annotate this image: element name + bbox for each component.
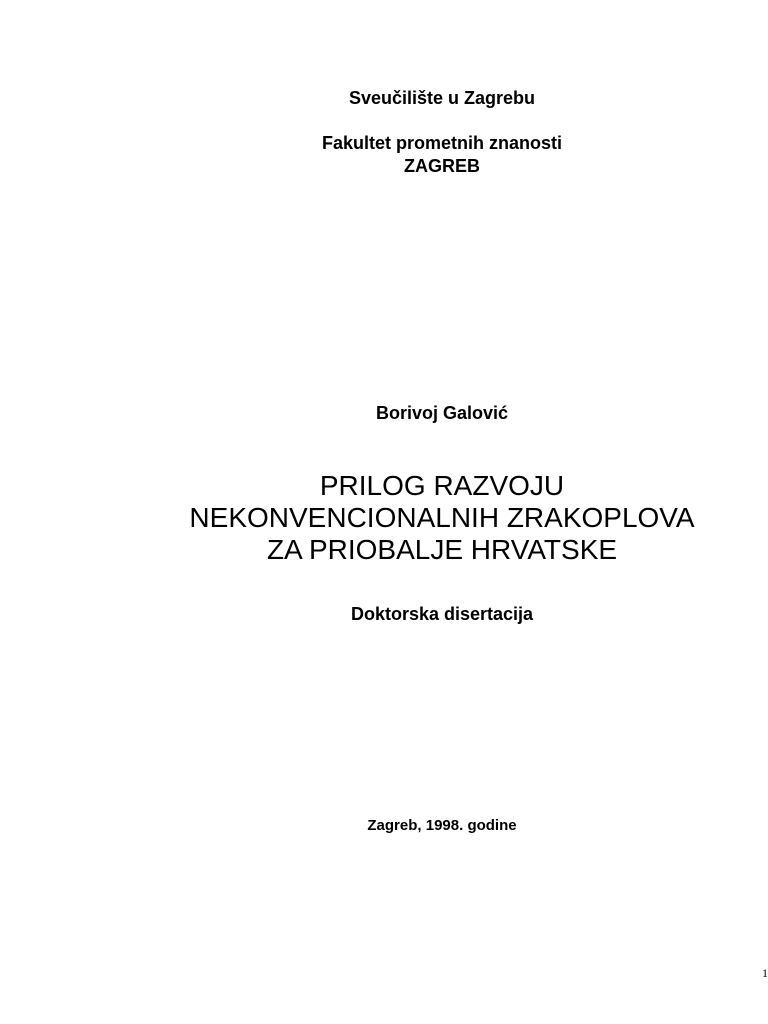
author-name: Borivoj Galović xyxy=(375,403,509,423)
place-and-date: Zagreb, 1998. godine xyxy=(367,817,517,834)
page-number: 1 xyxy=(762,966,768,980)
dissertation-title xyxy=(0,470,768,566)
university-name: Sveučilište u Zagrebu xyxy=(348,88,536,108)
title-line: ZA PRIOBALJE HRVATSKE xyxy=(266,534,618,565)
faculty-city: ZAGREB xyxy=(404,156,480,176)
title-line: PRILOG RAZVOJU xyxy=(319,470,565,501)
faculty-name: Fakultet prometnih znanosti xyxy=(321,133,562,153)
title-line: NEKONVENCIONALNIH ZRAKOPLOVA xyxy=(189,502,695,533)
document-type: Doktorska disertacija xyxy=(350,604,534,624)
